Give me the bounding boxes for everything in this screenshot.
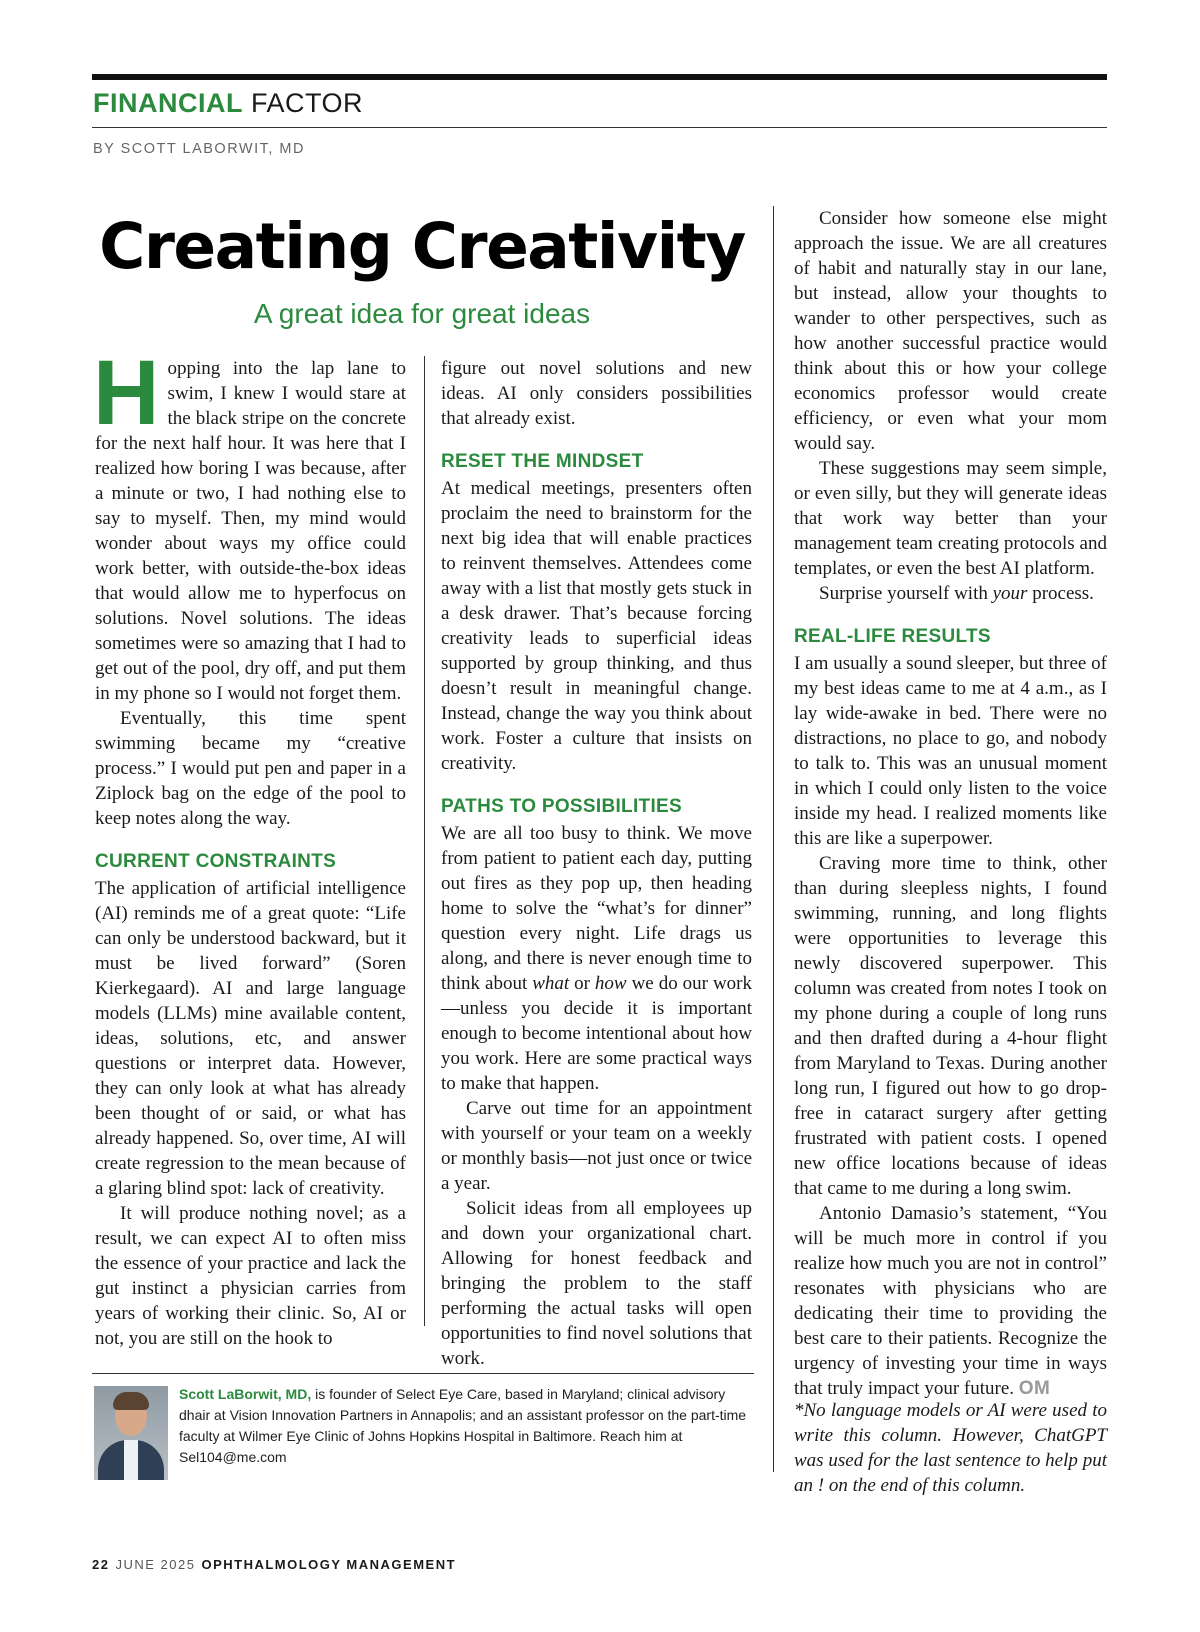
header-rule: [92, 127, 1107, 128]
byline: BY SCOTT LABORWIT, MD: [93, 141, 305, 157]
author-bio-text: is founder of Select Eye Care, based in Maryland; clinical advisory dhair at Vision Innovation Partners in Annapolis; and an assistant professor on the part-time faculty at Wilmer Eye Clinic of Johns Hopkins Hospital in Baltimore. Reach him at Sel104@me.com: [179, 1386, 747, 1465]
column-divider-2: [773, 206, 774, 1472]
drop-cap: H: [93, 342, 160, 444]
paragraph-suggestions: These suggestions may seem simple, or even silly, but they will generate ideas that work way better than your management team creating protocols and templates, or even the best AI platform.: [794, 458, 1107, 579]
paragraph-novel-part-1: It will produce nothing novel; as a result, we can expect AI to often miss the essence of your practice and lack the gut instinct a physician carries from years of working their clinic. So, AI or not, you are still on the hook to: [95, 1203, 406, 1349]
section-heading-rest: FACTOR: [242, 88, 364, 118]
intro-paragraph: [93, 342, 406, 706]
column-2: [441, 356, 752, 1371]
article-subtitle: A great idea for great ideas: [253, 298, 591, 329]
article-title: Creating Creativity: [99, 210, 745, 283]
section-heading: [93, 88, 363, 119]
section-heading-bold: FINANCIAL: [93, 88, 243, 118]
page-footer: [92, 1557, 456, 1572]
column-3: [794, 206, 1107, 1401]
paragraph-consider: Consider how someone else might approach the issue. We are all creatures of habit and naturally stay in our lane, but instead, allow your thoughts to wander to other perspectives, such as how another successful practice would think about this or how your college economics professor would create efficiency, or even what your mom would say.: [794, 208, 1107, 454]
author-bio: [179, 1384, 759, 1468]
heading-paths-possibilities: PATHS TO POSSIBILITIES: [441, 796, 682, 817]
issue-date: JUNE 2025: [115, 1557, 196, 1572]
surprise-text-2: process.: [1027, 583, 1094, 604]
ai-disclaimer: *No language models or AI were used to write this column. However, ChatGPT was used for the last sentence to help put an ! on the end of this column.: [794, 1400, 1107, 1496]
author-name: Scott LaBorwit, MD,: [179, 1386, 312, 1402]
intro-text: opping into the lap lane to swim, I knew I would stare at the black stripe on the concrete for the next half hour. It was here that I realized how boring I was because, after a minute or two, I had nothing else to say to myself. Then, my mind would wonder about ways my office could work better, with outside-the-box ideas that would allow me to hyperfocus on solutions. Novel solutions. The ideas sometimes were so amazing that I had to get out of the pool, dry off, and put them in my phone so I would not forget them.: [95, 358, 406, 704]
paths-text-or: or: [569, 973, 595, 994]
paragraph-novel-part-2: figure out novel solutions and new ideas. AI only considers possibilities that already exist.: [441, 358, 752, 429]
paths-text-1: We are all too busy to think. We move from patient to patient each day, putting out fires as they pop up, then heading home to solve the “what’s for dinner” question every night. Life drags us along, and there is never enough time to think about: [441, 823, 752, 994]
heading-current-constraints: CURRENT CONSTRAINTS: [95, 851, 337, 872]
author-photo: [94, 1386, 168, 1480]
top-rule: [92, 74, 1107, 80]
damasio-text: Antonio Damasio’s statement, “You will be much more in control if you realize how much you are not in control” resonates with physicians who are dedicating their time to providing the best care to their patients. Recognize the urgency of investing your time in ways that truly impact your future.: [794, 1203, 1107, 1399]
paragraph-reset: At medical meetings, presenters often proclaim the need to brainstorm for the next big idea that will enable practices to reinvent themselves. Attendees come away with a list that mostly gets stuck in a desk drawer. That’s because forcing creativity leads to superficial ideas supported by group thinking, and thus doesn’t result in meaningful change. Instead, change the way you think about work. Foster a culture that insists on creativity.: [441, 478, 752, 774]
page-number: 22: [92, 1557, 110, 1572]
surprise-text-1: Surprise yourself with: [819, 583, 993, 604]
end-mark: OM: [1018, 1378, 1051, 1399]
column-divider-1: [424, 356, 425, 1326]
paragraph-paths: [441, 821, 752, 1096]
paragraph-solicit: Solicit ideas from all employees up and down your organizational chart. Allowing for honest feedback and bringing the problem to the staff performing the actual tasks will open opportunities to find novel solutions that work.: [441, 1198, 752, 1369]
paths-em-what: what: [532, 973, 570, 994]
paragraph-eventually: Eventually, this time spent swimming became my “creative process.” I would put pen and paper in a Ziplock bag on the edge of the pool to keep notes along the way.: [95, 708, 406, 829]
column-1: [93, 342, 406, 1351]
magazine-name: OPHTHALMOLOGY MANAGEMENT: [201, 1557, 457, 1572]
heading-real-life-results: REAL-LIFE RESULTS: [794, 626, 991, 647]
paragraph-constraints: The application of artificial intelligence (AI) reminds me of a great quote: “Life can only be understood backward, but it must be lived forward” (Soren Kierkegaard). AI and large language models (LLMs) mine available content, ideas, solutions, etc, and answer questions or interpret data. However, they can only look at what has already been thought of or said, or what has already happened. So, over time, AI will create regression to the mean because of a glaring blind spot: lack of creativity.: [95, 878, 406, 1199]
paragraph-carve: Carve out time for an appointment with yourself or your team on a weekly or monthly basis—not just once or twice a year.: [441, 1098, 752, 1194]
heading-reset-mindset: RESET THE MINDSET: [441, 451, 644, 472]
surprise-em-your: your: [992, 583, 1028, 604]
paragraph-craving: Craving more time to think, other than during sleepless nights, I found swimming, running, and long flights were opportunities to leverage this newly discovered superpower. This column was created from notes I took on my phone during a couple of long runs and then drafted during a 4-hour flight from Maryland to Texas. During another long run, I figured out how to go drop-free in cataract surgery after getting frustrated with patient costs. I opened new office locations because of ideas that came to me during a long swim.: [794, 853, 1107, 1199]
paths-text-2: we do our work—unless you decide it is important enough to become intentional about how you work. Here are some practical ways to make that happen.: [441, 973, 752, 1094]
paths-em-how: how: [594, 973, 627, 994]
photo-shirt: [124, 1440, 138, 1480]
bio-rule: [92, 1373, 754, 1374]
paragraph-results: I am usually a sound sleeper, but three of my best ideas came to me at 4 a.m., as I lay wide-awake in bed. There were no distractions, no place to go, and nobody to talk to. This was an unusual moment in which I could only listen to the voice inside my head. I realized moments like this are like a superpower.: [794, 653, 1107, 849]
paragraph-damasio: [794, 1201, 1107, 1401]
photo-hair: [113, 1392, 149, 1410]
paragraph-surprise: [794, 581, 1107, 606]
